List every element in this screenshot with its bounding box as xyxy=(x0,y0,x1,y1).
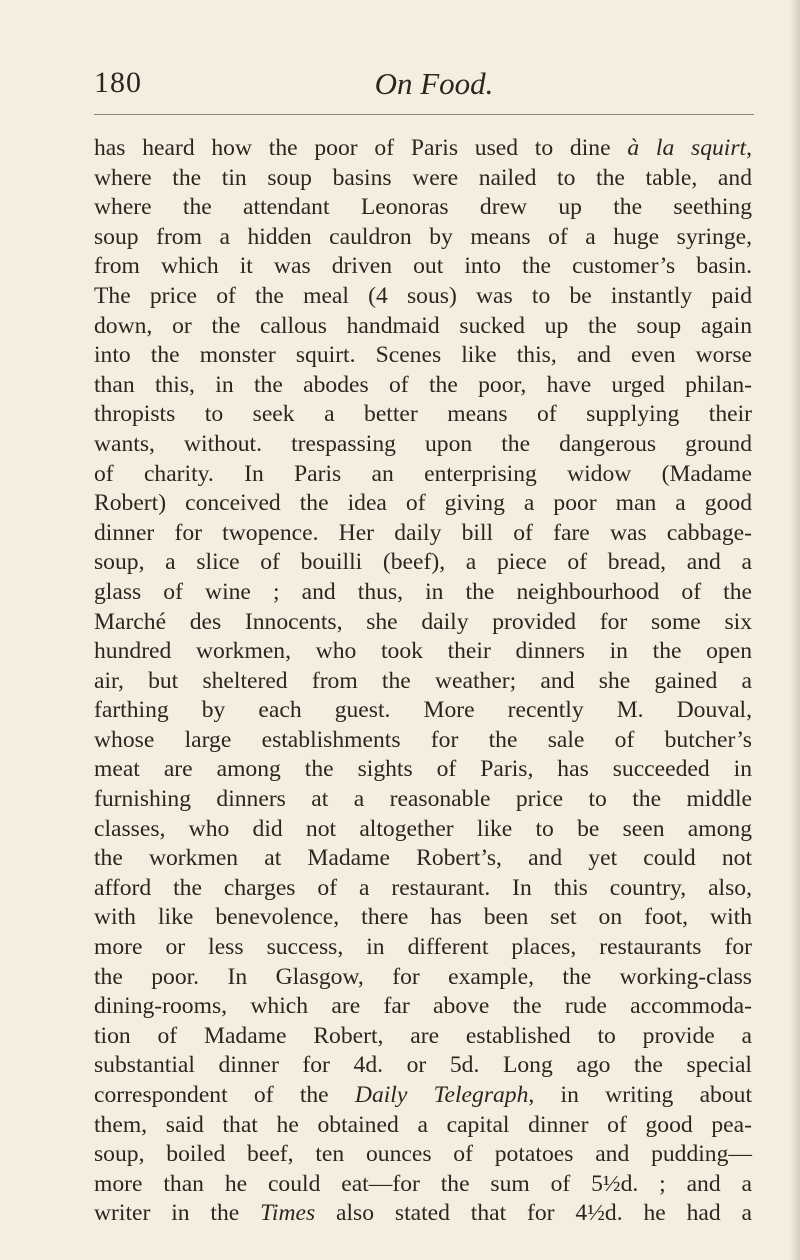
text-segment: more than he could eat—for the sum of 5½d. ; and a xyxy=(94,1170,752,1197)
text-line xyxy=(94,755,752,785)
text-line xyxy=(94,785,752,815)
text-line xyxy=(94,1081,752,1111)
text-segment: soup, a slice of bouilli (beef), a piece of bread, and a xyxy=(94,549,752,576)
text-line xyxy=(94,430,752,460)
text-segment: dining-rooms, which are far above the rude accommoda- xyxy=(94,993,752,1020)
text-segment: thropists to seek a better means of supplying their xyxy=(94,401,752,428)
text-segment: meat are among the sights of Paris, has succeeded in xyxy=(94,756,752,783)
text-line xyxy=(94,460,752,490)
body-text xyxy=(94,134,752,1229)
text-segment: glass of wine ; and thus, in the neighbourhood of the xyxy=(94,578,752,605)
text-segment: hundred workmen, who took their dinners in the open xyxy=(94,638,752,665)
text-line xyxy=(94,1199,752,1229)
text-line xyxy=(94,312,752,342)
text-segment: Marché des Innocents, she daily provided for some six xyxy=(94,608,752,635)
text-segment: from which it was driven out into the customer’s basin. xyxy=(94,253,752,280)
text-line xyxy=(94,696,752,726)
text-line xyxy=(94,1140,752,1170)
text-line xyxy=(94,282,752,312)
running-title: On Food. xyxy=(374,66,494,101)
header-rule xyxy=(94,114,754,115)
italic-segment: Times xyxy=(260,1200,316,1227)
text-segment: than this, in the abodes of the poor, have urged philan- xyxy=(94,371,752,398)
text-line xyxy=(94,341,752,371)
text-segment: afford the charges of a restaurant. In this country, also, xyxy=(94,874,752,901)
text-segment: , xyxy=(746,135,752,161)
text-line xyxy=(94,164,752,194)
text-segment: more or less success, in different places, restaurants for xyxy=(94,934,752,961)
text-line xyxy=(94,726,752,756)
text-segment: them, said that he obtained a capital dinner of good pea- xyxy=(94,1111,752,1138)
text-segment: writer in the xyxy=(94,1200,261,1227)
text-segment: furnishing dinners at a reasonable price to the middle xyxy=(94,786,752,813)
text-segment: also stated that for 4½d. he had a xyxy=(315,1200,752,1227)
text-line xyxy=(94,933,752,963)
text-line xyxy=(94,667,752,697)
text-line xyxy=(94,1111,752,1141)
text-line xyxy=(94,1022,752,1052)
text-line xyxy=(94,844,752,874)
text-segment: air, but sheltered from the weather; and she gained a xyxy=(94,667,752,694)
text-line xyxy=(94,992,752,1022)
text-line xyxy=(94,637,752,667)
text-line xyxy=(94,608,752,638)
text-segment: where the tin soup basins were nailed to the table, and xyxy=(94,164,752,191)
text-segment: soup, boiled beef, ten ounces of potatoes and pudding— xyxy=(94,1141,752,1168)
text-segment: classes, who did not altogether like to be seen among xyxy=(94,815,752,842)
text-segment: into the monster squirt. Scenes like this, and even worse xyxy=(94,342,752,369)
text-segment: The price of the meal (4 sous) was to be instantly paid xyxy=(94,282,752,309)
text-line xyxy=(94,371,752,401)
text-line xyxy=(94,1170,752,1200)
text-line xyxy=(94,193,752,223)
text-line xyxy=(94,223,752,253)
text-line xyxy=(94,815,752,845)
text-line xyxy=(94,519,752,549)
text-segment: whose large establishments for the sale of butcher’s xyxy=(94,726,752,753)
running-head xyxy=(94,66,750,106)
text-segment: substantial dinner for 4d. or 5d. Long ago the special xyxy=(94,1052,752,1079)
text-segment: the poor. In Glasgow, for example, the working-class xyxy=(94,963,752,990)
text-segment: where the attendant Leonoras drew up the seething xyxy=(94,194,752,221)
italic-segment: Daily Telegraph xyxy=(354,1082,529,1108)
text-segment: with like benevolence, there has been set on foot, with xyxy=(94,904,752,931)
text-segment: tion of Madame Robert, are established to provide a xyxy=(94,1022,752,1049)
text-segment: the workmen at Madame Robert’s, and yet could not xyxy=(94,845,752,872)
text-line xyxy=(94,134,752,164)
text-segment: correspondent of the xyxy=(94,1082,355,1108)
page-number: 180 xyxy=(94,66,142,99)
page-edge-shadow xyxy=(790,0,800,1260)
text-line xyxy=(94,252,752,282)
text-segment: Robert) conceived the idea of giving a poor man a good xyxy=(94,490,752,517)
italic-segment: à la squirt xyxy=(627,135,747,161)
text-line xyxy=(94,903,752,933)
text-segment: farthing by each guest. More recently M. Douval, xyxy=(94,697,752,724)
text-segment: wants, without. trespassing upon the dangerous ground xyxy=(94,430,752,457)
text-line xyxy=(94,963,752,993)
text-line xyxy=(94,874,752,904)
text-line xyxy=(94,548,752,578)
text-line xyxy=(94,400,752,430)
text-line xyxy=(94,1051,752,1081)
text-segment: , in writing about xyxy=(528,1082,752,1108)
text-segment: of charity. In Paris an enterprising widow (Madame xyxy=(94,460,752,487)
text-segment: has heard how the poor of Paris used to dine xyxy=(94,135,628,161)
text-line xyxy=(94,489,752,519)
text-segment: dinner for twopence. Her daily bill of fare was cabbage- xyxy=(94,519,752,546)
text-segment: soup from a hidden cauldron by means of a huge syringe, xyxy=(94,223,752,250)
text-line xyxy=(94,578,752,608)
text-segment: down, or the callous handmaid sucked up the soup again xyxy=(94,312,752,339)
